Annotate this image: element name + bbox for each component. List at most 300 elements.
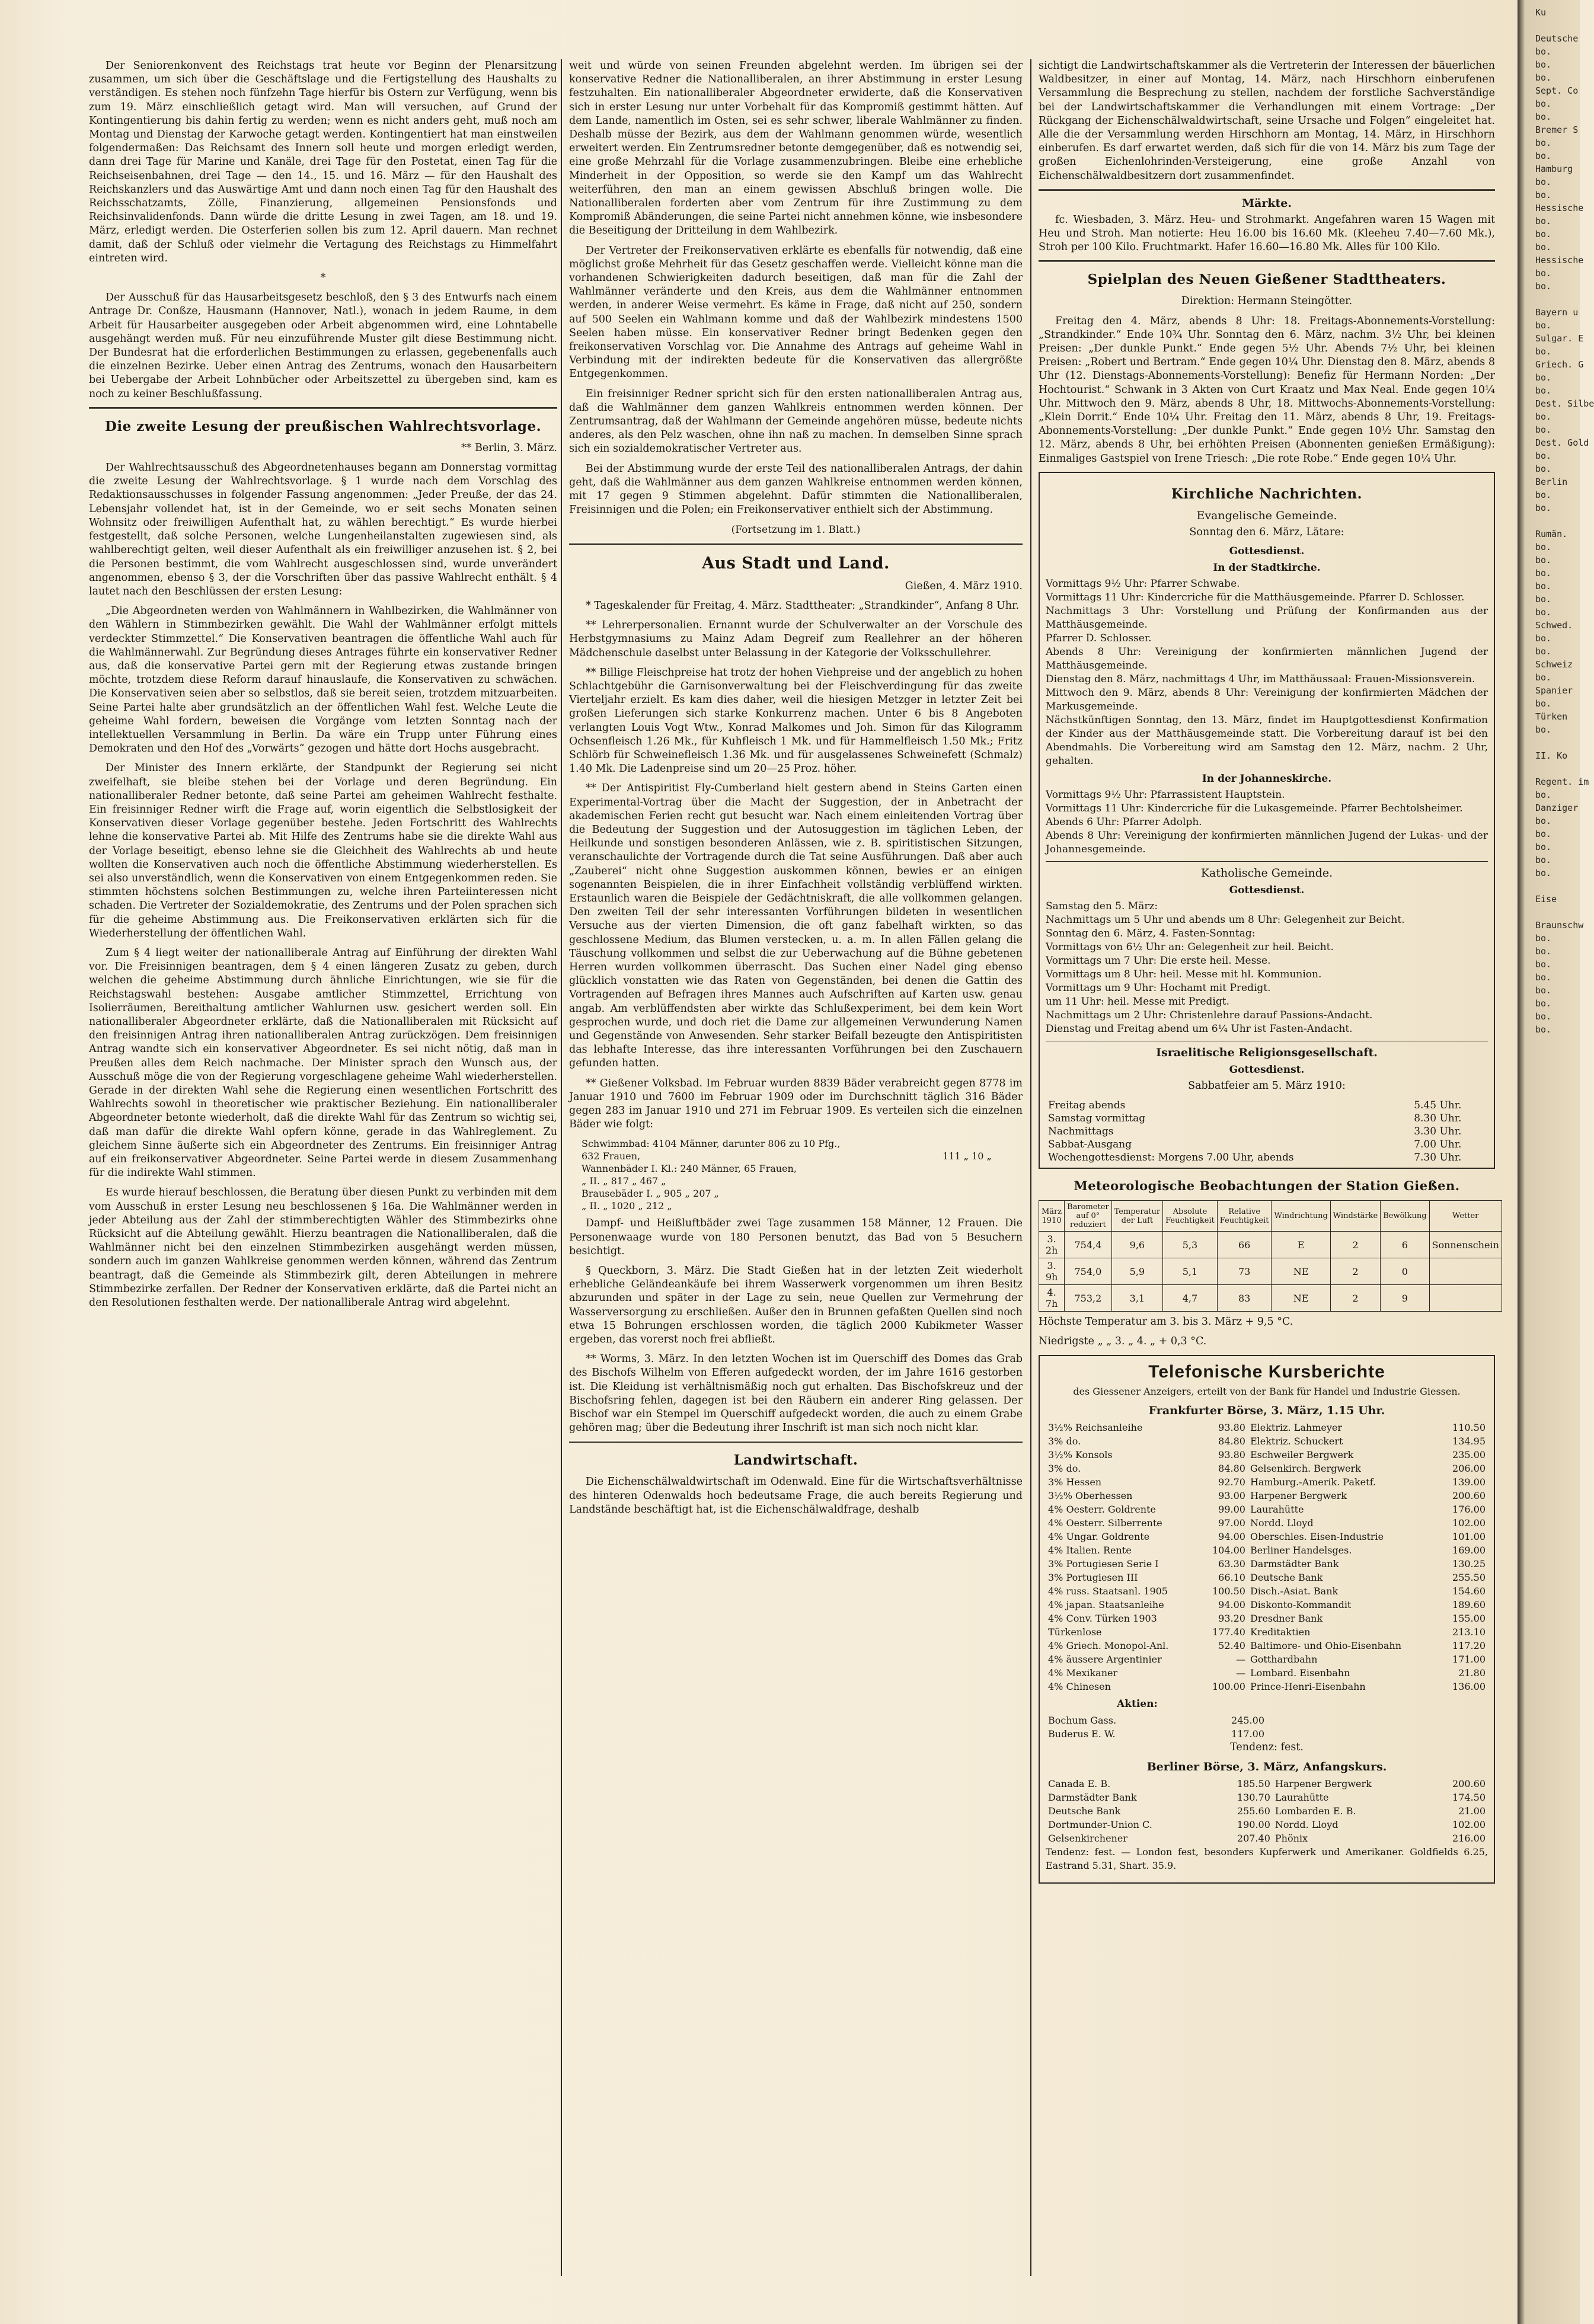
table-cell: 169.00 <box>1452 1544 1486 1556</box>
table-cell: 83 <box>1217 1285 1272 1312</box>
table-cell: 117.20 <box>1452 1639 1486 1651</box>
table-cell: 3½% Konsols <box>1048 1449 1113 1460</box>
table-cell <box>1429 1258 1502 1285</box>
table-cell: 139.00 <box>1452 1476 1486 1488</box>
table-cell: 130.25 <box>1452 1558 1486 1569</box>
table-cell: 2 <box>1330 1232 1380 1258</box>
schedule-line: Mittwoch den 9. März, abends 8 Uhr: Vereinigung der konfirmierten Mädchen der Markusgemeinde. <box>1046 687 1488 713</box>
subhead: Israelitische Religionsgesellschaft. <box>1156 1046 1378 1060</box>
paragraph: Zum § 4 liegt weiter der nationalliberale Antrag auf Einführung der direkten Wahl vor. Die Freisinnigen beantragen, dem § 4 einen längeren Zusatz zu geben, durch welchen die geheime Abstimmung durch ähnliche Einrichtungen, wie sie für die Reichstagswahl bestehen: Ausgabe amtlicher Stimmzettel, Errichtung von Isolierräumen, Bereithaltung amtlicher Wahlurnen usw. gesichert werden soll. Ein nationalliberaler Abgeordneter erklärte, daß die Nationalliberalen mit Rücksicht auf den freisinnigen Antrag ihren nationalliberalen Antrag zurückzögen. Dem freisinnigen Antrag wandte sich ein konservativer Abgeordneter. Es sei nicht nötig, daß man in Preußen alles dem Reich nachmache. Der Minister sprach den Wunsch aus, der Ausschuß möge die von der Regierung vorgeschlagene geheime Wahl wiederherstellen. Gerade in der direkten Wahl sehe die Regierung einen wesentlichen Fortschritt des Wahlrechts sowohl in theoretischer wie praktischer Beziehung. Ein nationalliberaler Abgeordneter betonte wiederholt, daß die direkte Wahl für das Zentrum so wichtig sei, daß man dafür die direkte Wahl opfern könne, gerade in das Wahlreglement. Zu gleichem Sinne äußerte sich ein Abgeordneter des Zentrums. Ein freisinniger Antrag auf ein freikonservativer Abgeordneter. Seine Partei werde in diesem Zusammenhang für die indirekte Wahl stimmen. <box>89 947 557 1179</box>
table-cell: Harpener Bergwerk <box>1250 1489 1347 1501</box>
schedule-line: Pfarrer D. Schlosser. <box>1046 632 1152 645</box>
schedule-line: Nächstkünftigen Sonntag, den 13. März, findet im Hauptgottesdienst Konfirmation der Kinder aus der Matthäusgemeinde statt. Die Vorbereitung darauf ist bei den Abendmahls. Die Vorbereitung wird am Samstag den 12. März, nachm. 2 Uhr, gehalten. <box>1046 714 1488 768</box>
table-cell: 754,4 <box>1065 1232 1112 1258</box>
table-cell: 4% russ. Staatsanl. 1905 <box>1048 1585 1168 1597</box>
table-row <box>1046 1652 1488 1666</box>
table-row <box>1046 1680 1488 1693</box>
table-cell: 213.10 <box>1452 1626 1486 1638</box>
table-cell: 189.60 <box>1452 1599 1486 1610</box>
table-cell: NE <box>1272 1285 1330 1312</box>
table-cell: 3½% Oberhessen <box>1048 1489 1133 1501</box>
paragraph: Dampf- und Heißluftbäder zwei Tage zusammen 158 Männer, 12 Frauen. Die Personenwaage wurde von 180 Personen benutzt, das Bad von 5 Besuchern besichtigt. <box>569 1217 1023 1257</box>
table-cell: 93.80 <box>1218 1421 1245 1433</box>
table-cell: 0 <box>1381 1258 1429 1285</box>
column-3 <box>1039 59 1499 1890</box>
table-cell: 52.40 <box>1218 1639 1245 1651</box>
table-cell: 174.50 <box>1452 1792 1486 1804</box>
table-cell: Deutsche Bank <box>1250 1571 1323 1583</box>
table-cell: Phönix <box>1274 1833 1308 1845</box>
table-cell: Buderus E. W. <box>1048 1728 1116 1740</box>
kursberichte-box <box>1039 1355 1495 1884</box>
kirchliche-nachrichten-box <box>1039 472 1495 1169</box>
table-cell: 84.80 <box>1218 1462 1245 1474</box>
table-cell: 200.60 <box>1452 1778 1486 1790</box>
table-row <box>1046 1138 1488 1151</box>
table-cell: Samstag vormittag <box>1048 1113 1146 1125</box>
table-cell: Hamburg.-Amerik. Paketf. <box>1250 1476 1376 1488</box>
paragraph: ** Der Antispiritist Fly-Cumberland hielt gestern abend in Steins Garten einen Experimental-Vortrag über die Macht der Suggestion, der in Anbetracht der akademischen Ferien recht gut besucht war. Nach einem einleitenden Vortrag über die Bedeutung der Suggestion und der Autosuggestion im täglichen Leben, der Heilkunde und sonstigen besonderen Anlässen, wie z. B. spiritistischen Sitzungen, veranschaulichte der Vortragende durch die Tat seine Ausführungen. Daß aber auch „Zauberei“ nicht ohne Suggestion auskommen können, bewies er an einigen sogenannten Beispielen, die in ihrer Einfachheit vollständig verblüffend wirkten. Erstaunlich waren die Beispiele der Gedächtniskraft, die alle vollkommen gelangen. Den zweiten Teil der sehr interessanten Vorführungen bildeten in wesentlichen Versuche aus der vierten Dimension, die oft ganz fabelhaft wirkten, so das geschlossene Medium, das Blumen verstecken, u. a. m. In allen Fällen gelang die Täuschung vollkommen und selbst die zur Ueberwachung auf die Bühne gebetenen Herren wurden vollkommen überrascht. Das Suchen einer Nadel ging ebenso glücklich vonstatten wie das Raten von Gegenständen, bei denen die Gattin des Vortragenden auf Befragen ihres Mannes auch Aufschriften auf Karten usw. genau angab. Am verblüffendsten aber wirkte das Schlußexperiment, bei dem kein Wort gesprochen wurde, und doch riet die Dame zur allgemeinen Verwunderung Namen und Gegenstände von Anwesenden. Sehr starker Beifall bezeugte den Antispiritisten das lebhafte Interesse, das ihre interessanten Vorführungen bei den Zuschauern gefunden hatten. <box>569 782 1023 1070</box>
subhead: Sonntag den 6. März, Lätare: <box>1189 526 1344 538</box>
column-header: Absolute Feuchtigkeit <box>1163 1201 1218 1232</box>
table-cell: Oberschles. Eisen-Industrie <box>1250 1530 1384 1542</box>
dateline: ** Berlin, 3. März. <box>461 442 557 454</box>
dateline: Gießen, 4. März 1910. <box>905 580 1023 592</box>
divider <box>1039 189 1495 191</box>
table-cell: 5.45 Uhr. <box>1414 1099 1462 1112</box>
table-row <box>1046 1557 1488 1571</box>
table-cell: 4% Chinesen <box>1048 1680 1111 1692</box>
table-cell: 207.40 <box>1237 1833 1270 1845</box>
table-cell: Nachmittags <box>1048 1126 1114 1138</box>
table-cell: 177.40 <box>1212 1626 1245 1638</box>
table-cell: Dresdner Bank <box>1250 1612 1323 1624</box>
table-row <box>1046 1421 1488 1434</box>
table-cell: Lombarden E. B. <box>1274 1805 1356 1817</box>
paragraph: weit und würde von seinen Freunden abgelehnt werden. Im übrigen sei der konservative Redner die Nationalliberalen, an ihrer Abstimmung in erster Lesung festzuhalten. Ein nationalliberaler Abgeordneter erwiderte, daß die Konservativen sich in erster Lesung nur unter Vorbehalt für das Kompromiß gestimmt hätten. Auf dem Lande, namentlich im Osten, sei es sehr schwer, liberale Wahlmänner zu finden. Deshalb müsse der Bezirk, aus dem der Wahlmann genommen würde, wesentlich erweitert werden. Ein Zentrumsredner betonte demgegenüber, daß es notwendig sei, eine große Mehrzahl für die Vorlage zusammenzubringen. Bleibe eine erhebliche Minderheit in der Opposition, so werde sie den Kampf um das Wahlrecht weiterführen, den man an einem gewissen Abschluß bringen wolle. Die Nationalliberalen forderten aber vom Zentrum für ihre Zustimmung zu dem Kompromiß Abänderungen, die seine Partei nicht annehmen könne, wie insbesondere die Beseitigung der Dritteilung in dem Wahlbezirk. <box>569 60 1023 237</box>
subhead: In der Stadtkirche. <box>1213 562 1321 574</box>
max-temperature: Höchste Temperatur am 3. bis 3. März + 9,5 °C. <box>1039 1316 1293 1328</box>
table-row <box>1046 1804 1488 1818</box>
table-cell: 3% Portugiesen Serie I <box>1048 1558 1159 1569</box>
table-cell: Disch.-Asiat. Bank <box>1250 1585 1339 1597</box>
table-cell: Sabbat-Ausgang <box>1048 1139 1132 1151</box>
paragraph: Der Vertreter der Freikonservativen erklärte es ebenfalls für notwendig, daß eine möglichst große Mehrheit für das Gesetz geschaffen werde. Vielleicht könne man die vorhandenen Schwierigkeiten dadurch beseitigen, daß man für die Zahl der Wahlmänner veränderte und den Kreis, aus dem die Wahlmänner entnommen werden, in anderer Weise vermehrt. Es käme in Frage, daß nicht auf 250, sondern auf 500 Seelen ein Wahlmann komme und daß der Wahlbezirk mindestens 1500 Seelen haben müsse. Ein konservativer Redner bringt Bedenken gegen den freikonservativen Vorschlag vor. Die Annahme des Antrags auf geheime Wahl in Verbindung mit der indirekten bedeute für die Konservativen das allergrößte Entgegenkommen. <box>569 244 1023 381</box>
table-cell: 63.30 <box>1218 1558 1245 1569</box>
schedule-line: Vormittags um 9 Uhr: Hochamt mit Predigt. <box>1046 982 1271 995</box>
column-4-cutoff <box>1518 0 1594 2324</box>
paragraph: „Die Abgeordneten werden von Wahlmännern in Wahlbezirken, die Wahlmänner von den Wählern in Stimmbezirken gewählt. Die Wahl der Wahlmänner erfolgt mittels verdeckter Stimmzettel.“ Die Konservativen beantragen die öffentliche Wahl auch für die Wahlmännerwahl. Zur Begründung dieses Antrages führte ein konservativer Redner aus, daß die konservative Partei gern mit der Regierung etwas zustande bringen möchte, trotzdem diese Reform darauf hinauslaufe, die Konservativen zu schwächen. Die Konservativen seien aber so selbstlos, daß sie bereit seien, trotzdem mitzuarbeiten. Seine Partei halte aber grundsätzlich an der öffentlichen Wahl fest. Welche Leute die geheime Wahl fordern, beweisen die Vorgänge vom letzten Sonntag nach der intellektuellen Versammlung in Berlin. Da wäre ein Trupp unter Führung eines Demokraten und den Hof des „Vorwärts“ gezogen und hätte dort Hochs ausgebracht. <box>89 605 557 755</box>
paragraph: ** Billige Fleischpreise hat trotz der hohen Viehpreise und der angeblich zu hohen Schlachtgebühr die Garnisonverwaltung bei der Fleischverdingung für das zweite Vierteljahr erzielt. Es kam dies daher, weil die hiesigen Metzger in letzter Zeit bei großen Lieferungen sich starke Konkurrenz machen. Unter 6 bis 8 Angeboten verlangten Louis Vogt Wtw., Konrad Malkomes und Joh. Simon für das Kilogramm Ochsenfleisch 1.26 Mk., für Kuhfleisch 1 Mk. und für Hammelfleisch 1.50 Mk.; Fritz Schlörb für Schweinefleisch 1.36 Mk. und für ausgelassenes Schweinefett (Schmalz) 1.40 Mk. Die Ladenpreise sind um 20—25 Proz. höher. <box>569 666 1023 775</box>
table-row <box>581 1162 1012 1175</box>
table-cell: Gelsenkirchener <box>1048 1833 1127 1845</box>
schedule-line: Abends 8 Uhr: Vereinigung der konfirmierten männlichen Jugend der Matthäusgemeinde. <box>1046 646 1488 672</box>
table-cell: Diskonto-Kommandit <box>1250 1599 1352 1610</box>
schedule-line: Nachmittags um 5 Uhr und abends um 8 Uhr: Gelegenheit zur Beicht. <box>1046 914 1405 926</box>
headline-stadt-und-land: Aus Stadt und Land. <box>702 554 890 573</box>
column-header: Barometer auf 0° reduziert <box>1065 1201 1112 1232</box>
volksbad-table <box>581 1137 1012 1212</box>
table-cell <box>942 1162 1012 1175</box>
table-row <box>1046 1639 1488 1652</box>
table-cell: 754,0 <box>1065 1258 1112 1285</box>
table-row <box>1046 1503 1488 1516</box>
table-cell: 4% Italien. Rente <box>1048 1544 1132 1556</box>
table-cell: 235.00 <box>1452 1449 1486 1460</box>
table-cell: 3½% Reichsanleihe <box>1048 1421 1143 1433</box>
paragraph: § Queckborn, 3. März. Die Stadt Gießen hat in der letzten Zeit wiederholt erhebliche Geländeankäufe bei ihrem Wasserwerk vorgenommen um ihren Besitz abzurunden und später in der Lage zu sein, neue Quellen zur Vermehrung der Wasserversorgung zu erschließen. Außer den in Brunnen gefaßten Quellen sind noch etwa 15 Bohrungen erschlossen worden, die täglich 2000 Kubikmeter Wasser ergeben, das vorerst noch frei abfließt. <box>569 1265 1023 1346</box>
table-cell: 7.30 Uhr. <box>1414 1152 1462 1164</box>
table-cell: 66 <box>1217 1232 1272 1258</box>
cutoff-text: Ku Deutsche bo. bo. bo. Sept. Co bo. bo. Bremer S bo. bo. Hamburg bo. bo. Hessische bo. bo. bo. Hessische bo. bo. Bayern u bo. Sulgar. E bo. Griech. G bo. bo. Dest. Silbe bo. bo. Dest. Gold bo. bo. Berlin bo. bo. Rumän. bo. bo. bo. bo. bo. bo. Schwed. bo. bo. Schweiz bo. Spanier bo. Türken bo. II. Ko Regent. im bo. Danziger bo. bo. bo. bo. bo. Eise Braunschw bo. bo. bo. bo. bo. bo. bo. bo. <box>1535 7 1594 1035</box>
table-cell: 2 <box>1330 1285 1380 1312</box>
table-cell: 136.00 <box>1452 1680 1486 1692</box>
schedule-line: Abends 6 Uhr: Pfarrer Adolph. <box>1046 816 1202 829</box>
table-cell: Wannenbäder I. Kl.: 240 Männer, 65 Frauen, <box>582 1163 797 1175</box>
column-1 <box>89 59 557 1316</box>
table-cell: 99.00 <box>1218 1503 1245 1515</box>
column-header: Temperatur der Luft <box>1111 1201 1162 1232</box>
table-row <box>1046 1714 1267 1727</box>
table-cell: 7.00 Uhr. <box>1414 1139 1462 1151</box>
subhead: Gottesdienst. <box>1229 884 1305 897</box>
table-cell: 101.00 <box>1452 1530 1486 1542</box>
table-cell: E <box>1272 1232 1330 1258</box>
table-cell: 5,9 <box>1111 1258 1162 1285</box>
table-cell: Kreditaktien <box>1250 1626 1311 1638</box>
table-cell: Laurahütte <box>1250 1503 1304 1515</box>
table-cell: 4% Ungar. Goldrente <box>1048 1530 1150 1542</box>
subhead: Katholische Gemeinde. <box>1200 867 1333 880</box>
table-row <box>581 1137 1012 1150</box>
column-header: Windstärke <box>1330 1201 1380 1232</box>
table-cell: 93.80 <box>1218 1449 1245 1460</box>
table-cell: 102.00 <box>1452 1517 1486 1529</box>
schedule-line: Vormittags um 8 Uhr: heil. Messe mit hl. Kommunion. <box>1046 968 1322 981</box>
table-cell: 94.00 <box>1218 1530 1245 1542</box>
paragraph: Bei der Abstimmung wurde der erste Teil des nationalliberalen Antrags, der dahin geht, daß die Wahlmänner aus dem ganzen Wahlkreise entnommen werden können, mit 17 gegen 9 Stimmen abgelehnt. Dafür stimmten die Nationalliberalen, Freisinnigen und die Polen; ein Freikonservativer enthielt sich der Abstimmung. <box>569 462 1023 516</box>
table-cell: Nordd. Lloyd <box>1250 1517 1314 1529</box>
table-cell: 21.00 <box>1458 1805 1486 1817</box>
paragraph: fc. Wiesbaden, 3. März. Heu- und Strohmarkt. Angefahren waren 15 Wagen mit Heu und Stroh. Man notierte: Heu 16.00 bis 16.60 Mk. (Kleeheu 7.40—7.60 Mk.), Stroh per 100 Kilo. Fruchtmarkt. Hafer 16.60—16.80 Mk. Alles für 100 Kilo. <box>1039 213 1495 254</box>
table-cell: 134.95 <box>1452 1435 1486 1447</box>
paragraph: ** Gießener Volksbad. Im Februar wurden 8839 Bäder verabreicht gegen 8778 im Januar 1910 und 7600 im Februar 1909 oder im Durchschnitt täglich 316 Bäder gegen 283 im Januar 1910 und 271 im Februar 1909. Es verteilen sich die einzelnen Bäder wie folgt: <box>569 1077 1023 1131</box>
aktien-table <box>1046 1714 1267 1741</box>
table-cell: 21.80 <box>1458 1667 1486 1679</box>
table-row <box>1046 1530 1488 1543</box>
table-row <box>1046 1831 1488 1845</box>
table-row <box>581 1187 1012 1200</box>
table-cell: Freitag abends <box>1048 1099 1126 1112</box>
meteo-table <box>1039 1200 1502 1312</box>
schedule-list <box>1046 788 1488 856</box>
table-cell: 3. 9h <box>1039 1258 1065 1285</box>
table-cell: 200.60 <box>1452 1489 1486 1501</box>
table-cell: 84.80 <box>1218 1435 1245 1447</box>
column-rule <box>561 59 562 2276</box>
subhead: Aktien: <box>1117 1698 1158 1710</box>
table-row <box>1046 1516 1488 1530</box>
table-cell: — <box>1235 1667 1245 1679</box>
table-cell: Sonnenschein <box>1429 1232 1502 1258</box>
schedule-line: Vormittags 9½ Uhr: Pfarrer Schwabe. <box>1046 578 1240 590</box>
tendenz: Tendenz: fest. — London fest, besonders Kupferwerk und Amerikaner. Goldfields 6.25, Eastrand 5.31, Shart. 35.9. <box>1046 1846 1488 1872</box>
table-cell: 66.10 <box>1218 1571 1245 1583</box>
table-cell: Gelsenkirch. Bergwerk <box>1250 1462 1361 1474</box>
divider <box>1039 260 1495 262</box>
paragraph: Freitag den 4. März, abends 8 Uhr: 18. Freitags-Abonnements-Vorstellung: „Strandkinder.“ Ende 10¾ Uhr. Sonntag den 6. März, nachm. 3½ Uhr, bei kleinen Preisen: „Der dunkle Punkt.“ Ende gegen 5½ Uhr. Abends 7½ Uhr, bei kleinen Preisen: „Robert und Bertram.“ Ende gegen 10¼ Uhr. Dienstag den 8. März, abends 8 Uhr (12. Dienstags-Abonnements-Vorstellung): Benefiz für Hermann Norden: „Der Hochtourist.“ Schwank in 3 Akten von Curt Kraatz und Max Neal. Ende gegen 10¼ Uhr. Mittwoch den 9. März, abends 8 Uhr, 18. Mittwochs-Abonnements-Vorstellung: „Klein Dorrit.“ Ende 10¼ Uhr. Freitag den 11. März, abends 8 Uhr, 19. Freitags-Abonnements-Vorstellung: „Der dunkle Punkt.“ Ende gegen 10½ Uhr. Samstag den 12. März, abends 8 Uhr, bei erhöhten Preisen (Abonnenten genießen Ermäßigung): Einmaliges Gastspiel von Irene Triesch: „Die rote Robe.“ Ende gegen 10¼ Uhr. <box>1039 315 1495 465</box>
table-cell: 93.00 <box>1218 1489 1245 1501</box>
column-2 <box>569 59 1023 1523</box>
column-header: Wetter <box>1429 1201 1502 1232</box>
table-cell: Deutsche Bank <box>1048 1805 1121 1817</box>
table-cell: Eschweiler Bergwerk <box>1250 1449 1354 1460</box>
table-cell: 216.00 <box>1452 1833 1486 1845</box>
divider <box>89 407 557 409</box>
separator-star: * <box>320 272 326 284</box>
paragraph: Ein freisinniger Redner spricht sich für den ersten nationalliberalen Antrag aus, daß die Wahlmänner dem ganzen Wahlkreis entnommen werden können. Der Zentrumsantrag, daß der Wahlmann der Gemeinde angehören müsse, bedeute nichts anderes, als den Pelz waschen, ohne ihn naß zu machen. In demselben Sinne sprach sich ein sozialdemokratischer Vertreter aus. <box>569 388 1023 455</box>
direktion: Direktion: Hermann Steingötter. <box>1181 295 1353 308</box>
table-cell: Elektriz. Schuckert <box>1250 1435 1343 1447</box>
table-cell: 4. 7h <box>1039 1285 1065 1312</box>
headline-meteorologie: Meteorologische Beobachtungen der Station Gießen. <box>1074 1178 1460 1194</box>
table-cell: 8.30 Uhr. <box>1414 1113 1462 1125</box>
table-cell: 155.00 <box>1452 1612 1486 1624</box>
table-row <box>1046 1571 1488 1584</box>
table-cell: 73 <box>1217 1258 1272 1285</box>
schedule-line: Dienstag und Freitag abend um 6¼ Uhr ist Fasten-Andacht. <box>1046 1023 1353 1035</box>
schedule-line: Vormittags um 7 Uhr: Die erste heil. Messe. <box>1046 955 1271 967</box>
table-cell: 3. 2h <box>1039 1232 1065 1258</box>
table-cell: Laurahütte <box>1274 1792 1329 1804</box>
table-cell: 3,1 <box>1111 1285 1162 1312</box>
table-row <box>1046 1791 1488 1804</box>
table-row <box>581 1150 1012 1162</box>
schedule-line: Nachmittags um 2 Uhr: Christenlehre darauf Passions-Andacht. <box>1046 1009 1373 1022</box>
subhead: Gottesdienst. <box>1229 1064 1305 1076</box>
schedule-line: Samstag den 5. März: <box>1046 900 1158 913</box>
table-cell: 245.00 <box>1231 1714 1264 1726</box>
subhead: Evangelische Gemeinde. <box>1196 509 1337 522</box>
table-row <box>581 1200 1012 1212</box>
table-row <box>1046 1434 1488 1448</box>
schedule-line: Vormittags 11 Uhr: Kindercriche für die Lukasgemeinde. Pfarrer Bechtolsheimer. <box>1046 803 1463 815</box>
table-cell: Bochum Gass. <box>1048 1714 1117 1726</box>
table-cell: Canada E. B. <box>1048 1778 1111 1790</box>
table-cell: 4,7 <box>1163 1285 1218 1312</box>
schedule-line: Vormittags von 6½ Uhr an: Gelegenheit zur heil. Beicht. <box>1046 941 1334 954</box>
headline-spielplan: Spielplan des Neuen Gießener Stadttheaters. <box>1087 271 1446 288</box>
paragraph: Es wurde hierauf beschlossen, die Beratung über diesen Punkt zu verbinden mit dem vom Ausschuß in erster Lesung neu beschlossenen § 16a. Die Wahlmänner werden in jeder Abteilung aus der Zahl der stimmberechtigten Wähler des Stimmbezirks ohne Rücksicht auf die Abteilung gewählt. Hierzu beantragen die Nationalliberalen, daß die Wahlmänner nicht bei den einzelnen Stimmbezirken ausgehängt werden müssen, sondern auch im ganzen Wahlkreise genommen werden können, während das Zentrum beantragt, daß die Gemeinde als Stimmbezirk gilt, deren Abteilungen in mehrere Stimmbezirke zerfallen. Der Redner der Konservativen erklärte, daß die Partei nicht an den Resolutionen festhalten werde. Der nationalliberale Antrag wird abgelehnt. <box>89 1187 557 1309</box>
table-row <box>1046 1598 1488 1612</box>
table-cell: 111 „ 10 „ <box>943 1150 992 1162</box>
table-cell: 9 <box>1381 1285 1429 1312</box>
table-cell: 176.00 <box>1452 1503 1486 1515</box>
subhead: Berliner Börse, 3. März, Anfangskurs. <box>1146 1760 1387 1774</box>
table-cell: Gotthardbahn <box>1250 1653 1318 1665</box>
schedule-line: um 11 Uhr: heil. Messe mit Predigt. <box>1046 996 1229 1008</box>
table-cell: Türkenlose <box>1048 1626 1102 1638</box>
table-cell <box>942 1175 1012 1187</box>
schedule-line: Dienstag den 8. März, nachmittags 4 Uhr, im Matthäussaal: Frauen-Missionsverein. <box>1046 673 1475 686</box>
kurs-subtitle: des Giessener Anzeigers, erteilt von der Bank für Handel und Industrie Giessen. <box>1073 1385 1461 1397</box>
article-hausarbeitsgesetz: Der Ausschuß für das Hausarbeitsgesetz beschloß, den § 3 des Entwurfs nach einem Antrage Dr. Conßze, Hausmann (Hannover, Natl.), wonach in jedem Raume, in dem Arbeit für Hausarbeiter ausgegeben oder Arbeit abgenommen wird, eine Lohntabelle ausgehängt werden muß. Für neu einzuführende Muster gilt diese Bestimmung nicht. Der Bundesrat hat die erforderlichen Bestimmungen zu erlassen, gegebenenfalls auch die einzelnen Bezirke. Ueber einen Antrag des Zentrums, wonach den Hausarbeitern bei Uebergabe der Arbeit Lohnbücher oder Arbeitszettel zu übergeben sind, kam es noch zu keiner Beschlußfassung. <box>89 292 557 400</box>
table-cell <box>1429 1285 1502 1312</box>
table-cell: 171.00 <box>1452 1653 1486 1665</box>
table-cell: 4% Conv. Türken 1903 <box>1048 1612 1157 1624</box>
column-header: Windrichtung <box>1272 1201 1330 1232</box>
table-cell: Brausebäder I. „ 905 „ 207 „ <box>582 1188 719 1200</box>
table-row <box>1046 1543 1488 1557</box>
headline-kursberichte: Telefonische Kursberichte <box>1148 1361 1385 1382</box>
table-row <box>1046 1125 1488 1138</box>
table-cell: 4% Griech. Monopol-Anl. <box>1048 1639 1169 1651</box>
table-cell: NE <box>1272 1258 1330 1285</box>
column-header: März 1910 <box>1039 1201 1065 1232</box>
table-cell: 753,2 <box>1065 1285 1112 1312</box>
berlin-table <box>1046 1777 1488 1845</box>
headline-kirchliche-nachrichten: Kirchliche Nachrichten. <box>1171 485 1363 502</box>
table-row <box>1039 1232 1502 1258</box>
table-cell: 92.70 <box>1218 1476 1245 1488</box>
table-cell <box>942 1187 1012 1200</box>
table-row <box>1046 1151 1488 1164</box>
table-cell: Darmstädter Bank <box>1250 1558 1339 1569</box>
paragraph: Die Eichenschälwaldwirtschaft im Odenwald. Eine für die Wirtschaftsverhältnisse des hinteren Odenwalds hoch bedeutsame Frage, die auch bereits Regierung und Landstände beschäftigt hat, ist die Eichenschälwaldfrage, deshalb <box>569 1476 1023 1516</box>
column-header: Relative Feuchtigkeit <box>1217 1201 1272 1232</box>
table-cell: 100.50 <box>1212 1585 1245 1597</box>
table-cell: Elektriz. Lahmeyer <box>1250 1421 1342 1433</box>
paragraph: ** Worms, 3. März. In den letzten Wochen ist im Querschiff des Domes das Grab des Bischofs Wilhelm von Efferen aufgedeckt worden, der im Jahre 1616 gestorben ist. Die Kleidung ist verhältnismäßig noch gut erhalten. Das Bischofskreuz und der Bischofsring fehlen, dagegen ist bei den Räubern ein anderer Ring gelassen. Der Bischof war ein Stempel im Querschiff aufgedeckt worden, die auch zu einem Grabe gehören mag; über die Bedeutung ihrer Inschrift ist man sich noch nicht klar. <box>569 1353 1023 1434</box>
table-cell: 110.50 <box>1452 1421 1486 1433</box>
table-cell: 190.00 <box>1237 1819 1270 1831</box>
table-cell: 6 <box>1381 1232 1429 1258</box>
frankfurt-table <box>1046 1421 1488 1693</box>
table-cell: 154.60 <box>1452 1585 1486 1597</box>
table-cell: Harpener Bergwerk <box>1274 1778 1372 1790</box>
paragraph: ** Lehrerpersonalien. Ernannt wurde der Schulverwalter an der Vorschule des Herbstgymnasiums zu Mainz Adam Degreif zum Reallehrer an der höheren Mädchenschule daselbst unter Belassung in der Kategorie der Volksschullehrer. <box>569 619 1023 659</box>
table-cell: 94.00 <box>1218 1599 1245 1610</box>
table-cell: „ II. „ 1020 „ 212 „ <box>582 1200 672 1212</box>
table-cell: 130.70 <box>1237 1792 1270 1804</box>
table-cell: „ II. „ 817 „ 467 „ <box>582 1175 666 1187</box>
headline-wahlrechtsvorlage: Die zweite Lesung der preußischen Wahlrechtsvorlage. <box>104 418 542 434</box>
table-cell: 93.20 <box>1218 1612 1245 1624</box>
table-cell: 9,6 <box>1111 1232 1162 1258</box>
table-cell: 102.00 <box>1452 1819 1486 1831</box>
schedule-list <box>1046 900 1488 1036</box>
table-row <box>1046 1099 1488 1112</box>
min-temperature: Niedrigste „ „ 3. „ 4. „ + 0,3 °C. <box>1039 1335 1207 1348</box>
table-row <box>1046 1462 1488 1475</box>
table-cell: Darmstädter Bank <box>1048 1792 1137 1804</box>
table-cell: Berliner Handelsges. <box>1250 1544 1352 1556</box>
table-row <box>1046 1818 1488 1831</box>
schedule-list <box>1046 577 1488 768</box>
subhead: In der Johanneskirche. <box>1202 773 1332 785</box>
divider <box>569 543 1023 545</box>
table-cell: 3% do. <box>1048 1435 1081 1447</box>
table-cell: 117.00 <box>1231 1728 1264 1740</box>
column-header: Bewölkung <box>1381 1201 1429 1232</box>
divider <box>1046 861 1488 862</box>
table-cell: 97.00 <box>1218 1517 1245 1529</box>
table-cell: 5,3 <box>1163 1232 1218 1258</box>
schedule-line: Vormittags 9½ Uhr: Pfarrassistent Hauptstein. <box>1046 789 1285 801</box>
article-seniorenkonvent: Der Seniorenkonvent des Reichstags trat heute vor Beginn der Plenarsitzung zusammen, um sich über die Geschäftslage und die Fertigstellung des Haushalts zu verständigen. Es stehen noch fünfzehn Tage hierfür bis Ostern zur Verfügung, wenn bis zum 19. März einschließlich getagt wird. Man will versuchen, auf Grund der Kontingentierung bis dahin fertig zu werden; wenn es nicht anders geht, muß noch am Montag und Dienstag der Karwoche getagt werden. Kontingentiert hat man einstweilen folgendermaßen: Das Reichsamt des Innern soll heute und morgen erledigt werden, dann drei Tage für Marine und Kanäle, drei Tage für den Postetat, einen Tag für die Reichseisenbahnen, drei Tage — den 14., 15. und 16. März — für den Haushalt des Reichskanzlers und das Auswärtige Amt und dann noch einen Tag für den Haushalt des Reichsschatzamts, Zölle, Finanzierung, allgemeinen Pensionsfonds und Reichsinvalidenfonds. Dann würde die dritte Lesung in zwei Tagen, am 18. und 19. März, erledigt werden. Die Osterferien sollen bis zum 12. April dauern. Man rechnet damit, daß der Schluß oder vielmehr die Vertagung des Reichstags zu Himmelfahrt eintreten wird. <box>89 60 557 264</box>
table-row <box>1046 1448 1488 1462</box>
table-cell: 3% Hessen <box>1048 1476 1102 1488</box>
continuation-note: (Fortsetzung im 1. Blatt.) <box>731 523 861 536</box>
tageskalender: * Tageskalender für Freitag, 4. März. Stadttheater: „Strandkinder“, Anfang 8 Uhr. <box>586 599 1020 612</box>
table-row <box>1046 1625 1488 1639</box>
headline-maerkte: Märkte. <box>1242 196 1292 210</box>
schedule-line: Vormittags 11 Uhr: Kindercriche für die Matthäusgemeinde. Pfarrer D. Schlosser. <box>1046 592 1465 604</box>
table-cell: 255.60 <box>1237 1805 1270 1817</box>
schedule-line: Abends 8 Uhr: Vereinigung der konfirmierten männlichen Jugend der Lukas- und der Johannesgemeinde. <box>1046 830 1488 856</box>
table-row <box>1039 1285 1502 1312</box>
table-cell: 4% äussere Argentinier <box>1048 1653 1162 1665</box>
table-cell: 3% do. <box>1048 1462 1081 1474</box>
subhead: Frankfurter Börse, 3. März, 1.15 Uhr. <box>1148 1404 1385 1417</box>
table-row <box>581 1175 1012 1187</box>
table-cell: 185.50 <box>1237 1778 1270 1790</box>
table-row <box>1046 1584 1488 1598</box>
table-cell: 5,1 <box>1163 1258 1218 1285</box>
table-cell: 632 Frauen, <box>582 1150 641 1162</box>
table-cell: 255.50 <box>1452 1571 1486 1583</box>
paragraph: sichtigt die Landwirtschaftskammer als die Vertreterin der Interessen der bäuerlichen Waldbesitzer, in einer auf Montag, 14. März, nach Hirschhorn einberufenen Versammlung die Besprechung zu stellen, nachdem der forstliche Sachverständige bei der Landwirtschaftskammer die Verhandlungen mit einem Vortrage: „Der Rückgang der Eichenschälwaldwirtschaft, seine Ursache und Folgen“ eingeleitet hat. Alle die der Versammlung werden Hirschhorn am Montag, 14. März, in Hirschhorn einberufen. Es darf erwartet werden, daß sich für die von 14. März bis zum Tage der großen Eichenlohrinden-Versteigerung, eine große Anzahl von Eichenschälwaldbesitzern dort zusammenfindet. <box>1039 60 1495 182</box>
table-cell <box>942 1200 1012 1212</box>
paragraph: Der Wahlrechtsausschuß des Abgeordnetenhauses begann am Donnerstag vormittag die zweite Lesung der Wahlrechtsvorlage. § 1 wurde nach dem Vorschlag des Redaktionsausschusses in folgender Fassung angenommen: „Jeder Preuße, der das 24. Lebensjahr vollendet hat, ist in der Gemeinde, wo er seit sechs Monaten seinen Wohnsitz oder freiwilligen Aufenthalt hat, zu wählen berechtigt.“ Es wurde hierbei festgestellt, daß solche Personen, welche Lungenheilanstalten zugewiesen sind, als wahlberechtigt gelten, weil dieser Aufenthalt als ein freiwilliger anzusehen ist. § 2, bei die Personen bestimmt, die vom Wahlrecht ausgeschlossen sind, wurde unverändert angenommen, ebenso § 3, der die Vorschriften über das passive Wahlrecht enthält. § 4 lautet nach den Beschlüssen der ersten Lesung: <box>89 462 557 597</box>
table-cell: 4% Mexikaner <box>1048 1667 1118 1679</box>
table-row <box>1046 1727 1267 1741</box>
table-row <box>1046 1489 1488 1503</box>
table-row <box>1046 1475 1488 1489</box>
headline-landwirtschaft: Landwirtschaft. <box>733 1452 858 1469</box>
divider <box>569 1441 1023 1443</box>
sabbat-table <box>1046 1099 1488 1164</box>
table-row <box>1046 1777 1488 1791</box>
schedule-line: Sonntag den 6. März, 4. Fasten-Sonntag: <box>1046 928 1256 940</box>
table-cell: Lombard. Eisenbahn <box>1250 1667 1350 1679</box>
paragraph: Der Minister des Innern erklärte, der Standpunkt der Regierung sei nicht zweifelhaft, sie bleibe stehen bei der Vorlage und deren Begründung. Ein nationalliberaler Redner betonte, daß seine Partei am geheimen Wahlrecht festhalte. Ein freisinniger Redner wirft die Frage auf, worin eigentlich die Selbstlosigkeit der Konservativen dieser Vorlage gegenüber bestehe. Jeden Fortschritt des Wahlrechts lehne die konservative Partei ab. Mit Hilfe des Zentrums habe sie die direkte Wahl aus der Vorlage beseitigt, ebenso lehne sie die Gleichheit des Wahlrechts ab und heute wollten die Konservativen auch noch die öffentliche Abstimmung wiederherstellen. Es sei also unverständlich, wenn die Konservativen von einem Entgegenkommen reden. Sie stimmten höchstens solchen Bestimmungen zu, welche ihren Parteiinteressen nicht schaden. Die Vertreter der Sozialdemokratie, des Zentrums und der Polen sprachen sich für die geheime Abstimmung aus. Die Freikonservativen erklärten sich für die Wiederherstellung der öffentlichen Wahl. <box>89 762 557 939</box>
table-cell: Wochengottesdienst: Morgens 7.00 Uhr, abends <box>1048 1152 1294 1164</box>
table-cell: 104.00 <box>1212 1544 1245 1556</box>
column-rule <box>1030 59 1031 2276</box>
table-cell: Nordd. Lloyd <box>1274 1819 1339 1831</box>
table-cell: 4% Oesterr. Goldrente <box>1048 1503 1156 1515</box>
table-cell: 206.00 <box>1452 1462 1486 1474</box>
table-cell: Dortmunder-Union C. <box>1048 1819 1152 1831</box>
table-cell: Schwimmbad: 4104 Männer, darunter 806 zu 10 Pfg., <box>582 1138 841 1150</box>
table-cell: Prince-Henri-Eisenbahn <box>1250 1680 1366 1692</box>
table-cell: 4% Oesterr. Silberrente <box>1048 1517 1162 1529</box>
table-row <box>1046 1112 1488 1125</box>
schedule-line: Nachmittags 3 Uhr: Vorstellung und Prüfung der Konfirmanden aus der Matthäusgemeinde. <box>1046 605 1488 631</box>
table-row <box>1039 1258 1502 1285</box>
table-cell: 100.00 <box>1212 1680 1245 1692</box>
subhead: Gottesdienst. <box>1229 545 1305 558</box>
table-row <box>1046 1612 1488 1625</box>
tendenz: Tendenz: fest. <box>1230 1741 1304 1753</box>
table-cell: — <box>1235 1653 1245 1665</box>
table-cell <box>942 1137 1012 1150</box>
subhead: Sabbatfeier am 5. März 1910: <box>1188 1080 1346 1092</box>
table-cell: 3.30 Uhr. <box>1414 1126 1462 1138</box>
table-cell: 2 <box>1330 1258 1380 1285</box>
table-cell: 3% Portugiesen III <box>1048 1571 1138 1583</box>
